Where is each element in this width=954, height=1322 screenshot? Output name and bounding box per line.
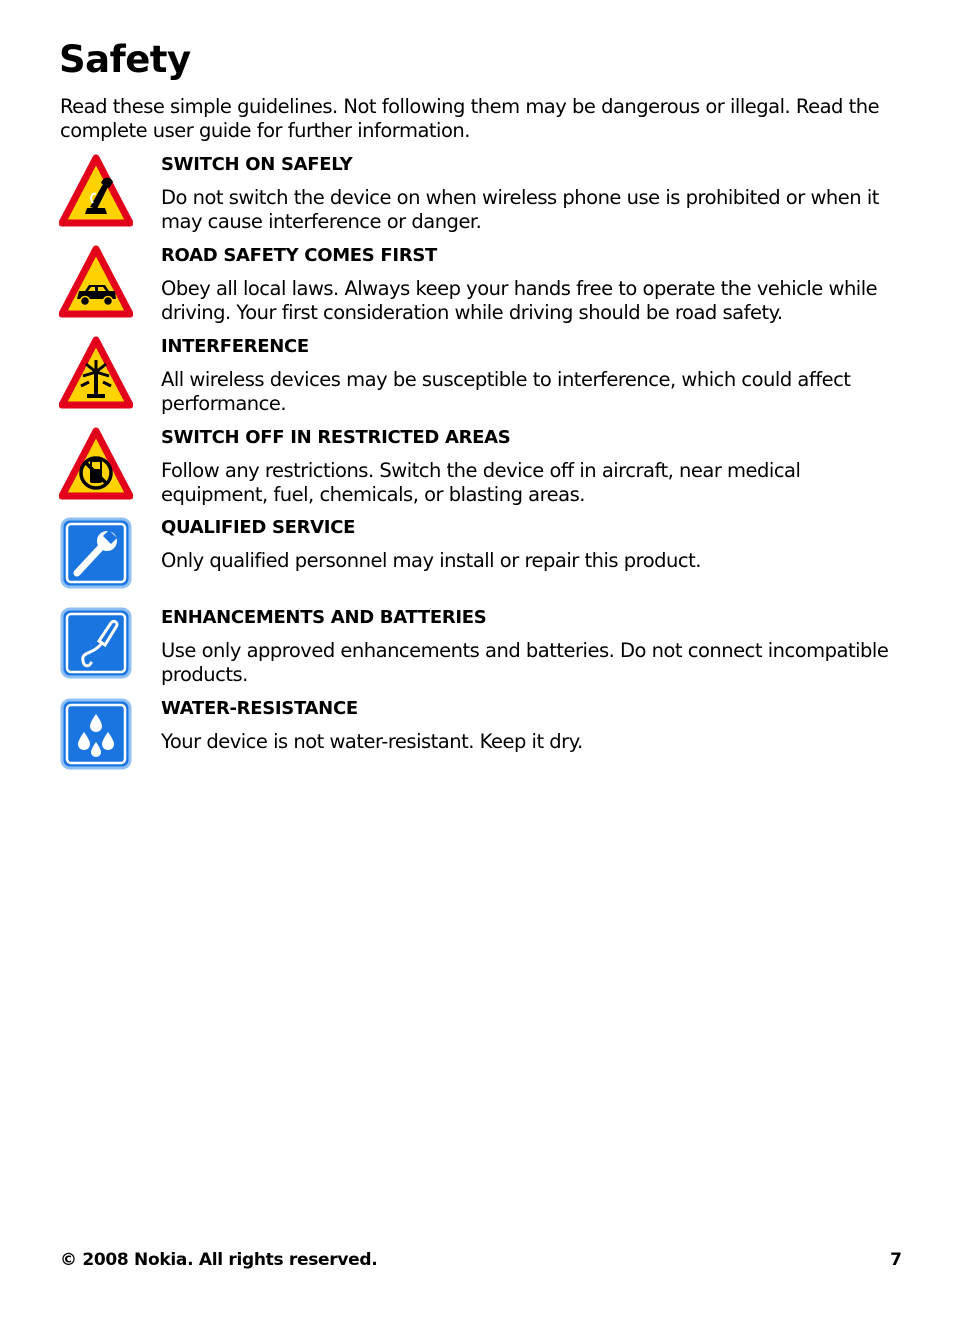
safety-item-heading: SWITCH OFF IN RESTRICTED AREAS xyxy=(161,427,511,448)
interference-warning-icon xyxy=(59,336,133,410)
copyright-notice: © 2008 Nokia. All rights reserved. xyxy=(60,1250,378,1270)
safety-item-heading: ENHANCEMENTS AND BATTERIES xyxy=(161,607,487,628)
safety-item-enhancements-batteries xyxy=(59,607,905,687)
safety-item-heading: ROAD SAFETY COMES FIRST xyxy=(161,245,438,266)
safety-item-heading: WATER-RESISTANCE xyxy=(161,698,358,719)
safety-item-water-resistance xyxy=(59,698,905,778)
page-title: Safety xyxy=(59,38,191,81)
safety-item-description: Use only approved enhancements and batteries. Do not connect incompatible products. xyxy=(161,639,889,686)
intro-paragraph: Read these simple guidelines. Not following them may be dangerous or illegal. Read the complete user guide for further information. xyxy=(60,95,880,142)
hand-on-phone-warning-icon xyxy=(59,154,133,228)
safety-item-heading: INTERFERENCE xyxy=(161,336,309,357)
safety-item-description: Obey all local laws. Always keep your hands free to operate the vehicle while driving. Your first consideration while driving should be road safety. xyxy=(161,277,878,324)
safety-item-heading: SWITCH ON SAFELY xyxy=(161,154,353,175)
page-number: 7 xyxy=(890,1250,902,1270)
safety-item-description: All wireless devices may be susceptible to interference, which could affect performance. xyxy=(161,368,851,415)
safety-item-description: Your device is not water-resistant. Keep it dry. xyxy=(161,730,583,753)
safety-item-restricted-areas xyxy=(59,427,905,507)
safety-item-qualified-service xyxy=(59,517,905,597)
car-warning-icon xyxy=(59,245,133,319)
safety-item-description: Do not switch the device on when wireless phone use is prohibited or when it may cause interference or danger. xyxy=(161,186,879,233)
safety-item-description: Only qualified personnel may install or repair this product. xyxy=(161,549,701,572)
safety-item-road-safety xyxy=(59,245,905,325)
safety-item-interference xyxy=(59,336,905,416)
wrench-icon xyxy=(59,517,133,591)
water-drops-icon xyxy=(59,698,133,772)
safety-item-heading: QUALIFIED SERVICE xyxy=(161,517,356,538)
safety-item-description: Follow any restrictions. Switch the device off in aircraft, near medical equipment, fuel, chemicals, or blasting areas. xyxy=(161,459,801,506)
no-phone-warning-icon xyxy=(59,427,133,501)
safety-item-switch-on-safely xyxy=(59,154,905,234)
cable-plug-icon xyxy=(59,607,133,681)
